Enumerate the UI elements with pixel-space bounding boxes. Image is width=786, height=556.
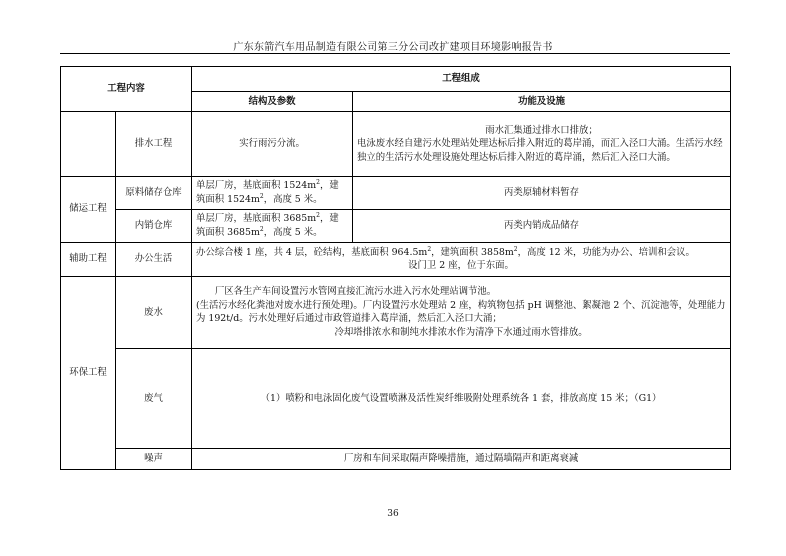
category-cell-empty: [61, 112, 116, 176]
category-storage: 储运工程: [61, 176, 116, 242]
structure-text: 单层厂房，基底面积 3685m: [196, 212, 317, 224]
description-text: [196, 246, 726, 260]
function-cell: 丙类内销成品储存: [353, 209, 731, 242]
header-engineering-composition: 工程组成: [192, 67, 731, 92]
table-row: [61, 449, 731, 470]
description-part: ，高度 12 米，功能为办公、培训和会议。: [517, 246, 695, 258]
structure-text: ，高度 5 米。: [263, 226, 323, 238]
description-text: 设门卫 2 座，位于东面。: [408, 260, 514, 272]
description-cell: [192, 242, 731, 276]
table-row: [61, 112, 731, 176]
structure-cell: [192, 209, 353, 242]
description-part: 办公综合楼 1 座，共 4 层，砼结构，基底面积 964.5m: [196, 246, 428, 258]
superscript: 2: [427, 245, 432, 253]
description-part: ，建筑面积 3858m: [431, 246, 514, 258]
function-text: 雨水汇集通过排水口排放；: [485, 124, 598, 136]
header-function-facilities: 功能及设施: [353, 91, 731, 112]
table-row: [61, 242, 731, 276]
table-row: [61, 176, 731, 209]
description-cell: 厂房和车间采取隔声降噪措施，通过隔墙隔声和距离衰减: [192, 449, 731, 470]
structure-text: ，高度 5 米。: [263, 193, 323, 205]
engineering-table: [60, 66, 731, 470]
function-cell: 丙类原辅材料暂存: [353, 176, 731, 209]
item-name: 噪声: [116, 449, 192, 470]
header-structure-params: 结构及参数: [192, 91, 353, 112]
description-text: 厂区各生产车间设置污水管网直接汇流污水进入污水处理站调节池。: [214, 286, 497, 298]
superscript: 2: [316, 178, 320, 186]
document-header: 广东东箭汽车用品制造有限公司第三分公司改扩建项目环境影响报告书: [233, 42, 553, 53]
function-cell: [353, 112, 731, 176]
page-number: 36: [387, 509, 399, 519]
superscript: 2: [513, 245, 518, 253]
function-text: 电泳废水经自建污水处理站处理达标后排入附近的葛岸涌，而汇入泾口大涌。生活污水经独立的生活污水处理设施处理达标后排入附近的葛岸涌，然后汇入泾口大涌。: [357, 138, 723, 163]
item-name: 排水工程: [116, 112, 192, 176]
structure-text: ，建筑面积 3685m: [196, 212, 339, 238]
category-auxiliary: 辅助工程: [61, 242, 116, 276]
table-row: [61, 276, 731, 348]
item-name: 废气: [116, 349, 192, 449]
table-row: [61, 209, 731, 242]
superscript: 2: [316, 211, 320, 219]
item-name: 原料储存仓库: [116, 176, 192, 209]
header-engineering-content: 工程内容: [61, 67, 192, 112]
structure-text: 单层厂房，基底面积 1524m: [196, 179, 317, 191]
structure-cell: [192, 176, 353, 209]
category-environmental: 环保工程: [61, 276, 116, 469]
description-text: 冷却塔排浓水和制纯水排浓水作为清净下水通过雨水管排放。: [334, 327, 588, 339]
item-name: 内销仓库: [116, 209, 192, 242]
table-row: [61, 349, 731, 449]
description-text: (生活污水经化粪池对废水进行预处理)。厂内设置污水处理站 2 座，构筑物包括 pH 调整池、絮凝池 2 个、沉淀池等，处理能力为 192t/d。污水处理好后通过市政管道排入葛岸涌，然后汇入泾口大涌；: [196, 299, 726, 325]
structure-text: ，建筑面积 1524m: [196, 179, 339, 205]
description-cell: （1）喷粉和电泳固化废气设置喷淋及活性炭纤维吸附处理系统各 1 套，排放高度 15 米；（G1）: [192, 349, 731, 449]
superscript: 2: [259, 192, 264, 200]
item-name: 办公生活: [116, 242, 192, 276]
item-name: 废水: [116, 276, 192, 348]
superscript: 2: [259, 225, 264, 233]
description-cell: [192, 276, 731, 348]
structure-cell: 实行雨污分流。: [192, 112, 353, 176]
header-rule: [60, 53, 730, 54]
